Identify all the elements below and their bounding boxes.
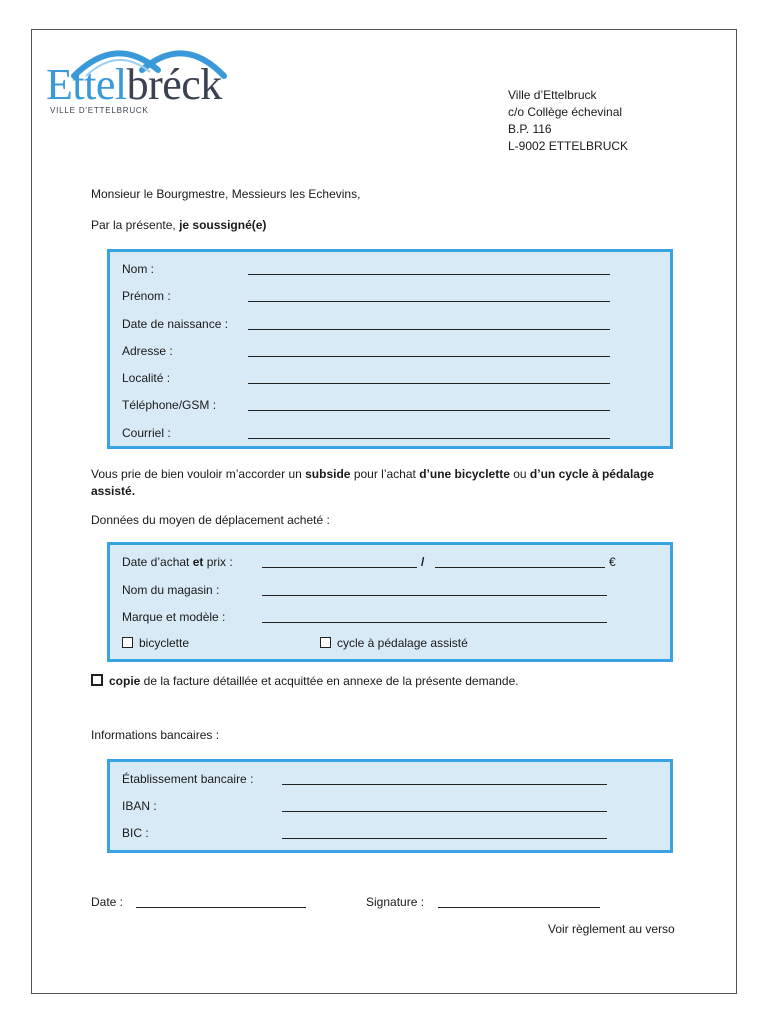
bank-info-box (107, 759, 673, 853)
localite-input-line[interactable] (248, 383, 610, 384)
date-label: Date : (91, 895, 124, 909)
field-label-courriel: Courriel : (122, 426, 171, 440)
nom-input-line[interactable] (248, 274, 610, 275)
bic-input-line[interactable] (282, 838, 607, 839)
purchase-price-input-line[interactable] (435, 567, 605, 568)
telephone-input-line[interactable] (248, 410, 610, 411)
request-line-1: Vous prie de bien vouloir m’accorder un subside pour l’achat d’une bicyclette ou d’un cycle à pédalage (91, 467, 654, 481)
field-label-nom: Nom : (122, 262, 155, 276)
date-input-line[interactable] (136, 907, 306, 908)
date-price-label: Date d’achat et prix : (122, 555, 233, 569)
invoice-copy-checkbox[interactable] (91, 674, 103, 686)
address-line: L-9002 ETTELBRUCK (508, 139, 629, 153)
shop-input-line[interactable] (262, 595, 607, 596)
field-label-date-naissance: Date de naissance : (122, 317, 229, 331)
field-label-adresse: Adresse : (122, 344, 173, 358)
field-label-telephone: Téléphone/GSM : (122, 398, 217, 412)
option-bicyclette[interactable]: bicyclette (122, 636, 189, 650)
shop-label: Nom du magasin : (122, 583, 220, 597)
request-line-2: assisté. (91, 484, 136, 498)
euro-symbol: € (609, 555, 616, 569)
ettelbruck-logo (46, 40, 232, 116)
address-line: c/o Collège échevinal (508, 105, 623, 119)
logo-wordmark: Ettelbréck (46, 60, 222, 109)
field-label-prenom: Prénom : (122, 289, 171, 303)
iban-label: IBAN : (122, 799, 157, 813)
signature-label: Signature : (366, 895, 425, 909)
slash-separator: / (421, 555, 425, 569)
brand-model-input-line[interactable] (262, 622, 607, 623)
date-naissance-input-line[interactable] (248, 329, 610, 330)
address-line: B.P. 116 (508, 122, 552, 136)
purchase-date-input-line[interactable] (262, 567, 417, 568)
invoice-copy-note[interactable]: copie de la facture détaillée et acquittée en annexe de la présente demande. (91, 674, 519, 688)
verso-note: Voir règlement au verso (548, 922, 675, 936)
signature-input-line[interactable] (438, 907, 600, 908)
salutation: Monsieur le Bourgmestre, Messieurs les Echevins, (91, 187, 361, 201)
bic-label: BIC : (122, 826, 149, 840)
recipient-address (508, 87, 628, 155)
bank-name-input-line[interactable] (282, 784, 607, 785)
prenom-input-line[interactable] (248, 301, 610, 302)
personal-info-box (107, 249, 673, 449)
purchase-heading: Données du moyen de déplacement acheté : (91, 513, 330, 527)
courriel-input-line[interactable] (248, 438, 610, 439)
purchase-info-box (107, 542, 673, 662)
adresse-input-line[interactable] (248, 356, 610, 357)
iban-input-line[interactable] (282, 811, 607, 812)
bank-name-label: Établissement bancaire : (122, 772, 254, 786)
field-label-localite: Localité : (122, 371, 171, 385)
bicyclette-checkbox[interactable] (122, 637, 133, 648)
cycle-assiste-checkbox[interactable] (320, 637, 331, 648)
bank-heading: Informations bancaires : (91, 728, 220, 742)
address-line: Ville d’Ettelbruck (508, 88, 597, 102)
logo-subtitle: VILLE D'ETTELBRUCK (50, 106, 149, 115)
intro-line: Par la présente, je soussigné(e) (91, 218, 267, 232)
option-cycle-assiste[interactable]: cycle à pédalage assisté (320, 636, 468, 650)
brand-model-label: Marque et modèle : (122, 610, 226, 624)
